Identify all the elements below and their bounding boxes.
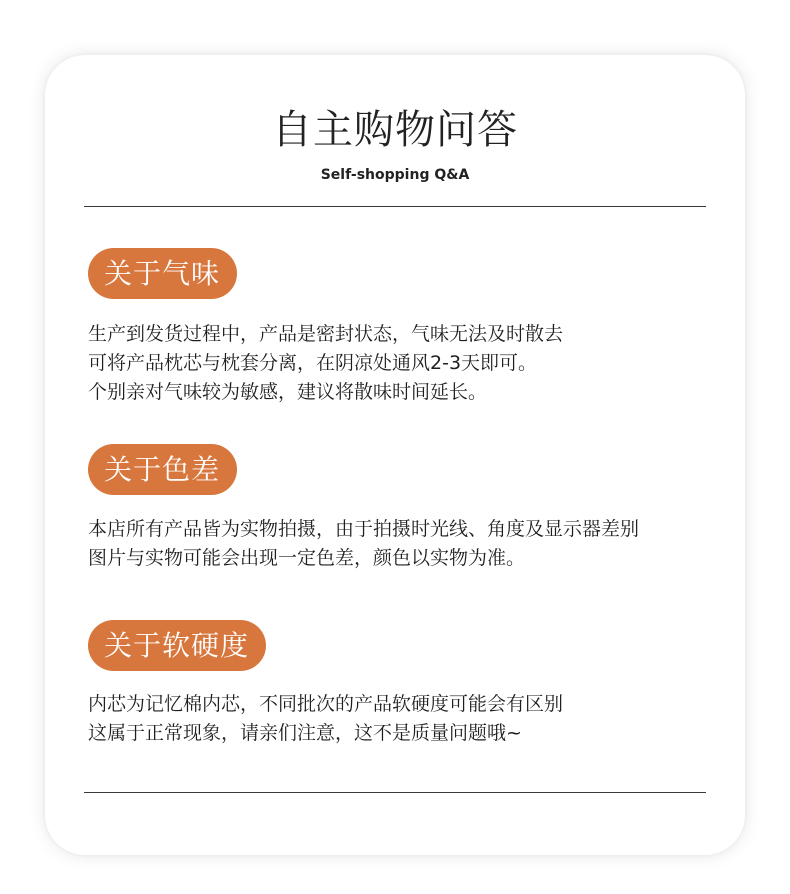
firmness-line-1: 内芯为记忆棉内芯，不同批次的产品软硬度可能会有区别 bbox=[88, 693, 564, 715]
page-subtitle: Self-shopping Q&A bbox=[320, 167, 470, 183]
section-heading-odor: 关于气味 bbox=[88, 248, 237, 299]
color-line-2: 图片与实物可能会出现一定色差，颜色以实物为准。 bbox=[88, 547, 526, 569]
page-title: 自主购物问答 bbox=[272, 107, 518, 153]
odor-line-1: 生产到发货过程中，产品是密封状态，气味无法及时散去 bbox=[88, 323, 564, 345]
bottom-divider bbox=[84, 792, 706, 793]
color-line-1: 本店所有产品皆为实物拍摄，由于拍摄时光线、角度及显示器差别 bbox=[88, 518, 640, 540]
top-divider bbox=[84, 206, 706, 207]
odor-line-2: 可将产品枕芯与枕套分离，在阴凉处通风2-3天即可。 bbox=[88, 352, 538, 374]
section-heading-firmness: 关于软硬度 bbox=[88, 620, 266, 671]
odor-line-3: 个别亲对气味较为敏感，建议将散味时间延长。 bbox=[88, 381, 488, 403]
firmness-line-2: 这属于正常现象，请亲们注意，这不是质量问题哦~ bbox=[88, 722, 522, 744]
section-heading-color: 关于色差 bbox=[88, 444, 237, 495]
section-body-odor bbox=[88, 320, 748, 407]
section-body-color bbox=[88, 515, 748, 573]
section-body-firmness bbox=[88, 690, 748, 748]
